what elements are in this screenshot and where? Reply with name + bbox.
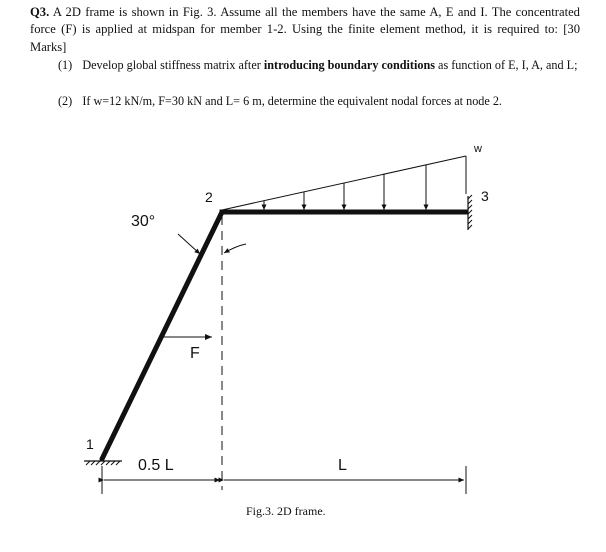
node-2-label: 2 xyxy=(205,189,213,205)
node-1-label: 1 xyxy=(86,436,94,452)
dimension-l-label: L xyxy=(338,457,347,474)
part-1-text-before: Develop global stiffness matrix after xyxy=(82,58,264,72)
distributed-load xyxy=(222,156,466,210)
node-3-label: 3 xyxy=(481,188,489,204)
question-body: A 2D frame is shown in Fig. 3. Assume all the members have the same A, E and I. The concentrated force (F) is applied at midspan for member 1-2. Using the finite element method, it is required to: [30 Marks] xyxy=(30,5,580,54)
figure-caption: Fig.3. 2D frame. xyxy=(246,504,326,518)
part-1-text-after: as function of E, I, A, and L; xyxy=(434,58,578,72)
support-node-1 xyxy=(84,461,122,465)
part-2-number: (2) xyxy=(58,94,73,108)
member-1-2 xyxy=(102,212,222,459)
angle-label: 30° xyxy=(131,213,156,230)
angle-leader-right xyxy=(224,244,246,253)
part-1-number: (1) xyxy=(58,58,73,72)
support-node-3 xyxy=(468,195,472,230)
question-label: Q3. xyxy=(30,5,50,19)
force-f-label: F xyxy=(190,345,200,362)
part-2-text: If w=12 kN/m, F=30 kN and L= 6 m, determine the equivalent nodal forces at node 2. xyxy=(82,94,502,108)
part-1-text-bold: introducing boundary conditions xyxy=(263,58,435,72)
load-w-label: w xyxy=(474,143,482,155)
dimension-half-l-label: 0.5 L xyxy=(138,457,174,474)
angle-leader-left xyxy=(178,234,200,254)
